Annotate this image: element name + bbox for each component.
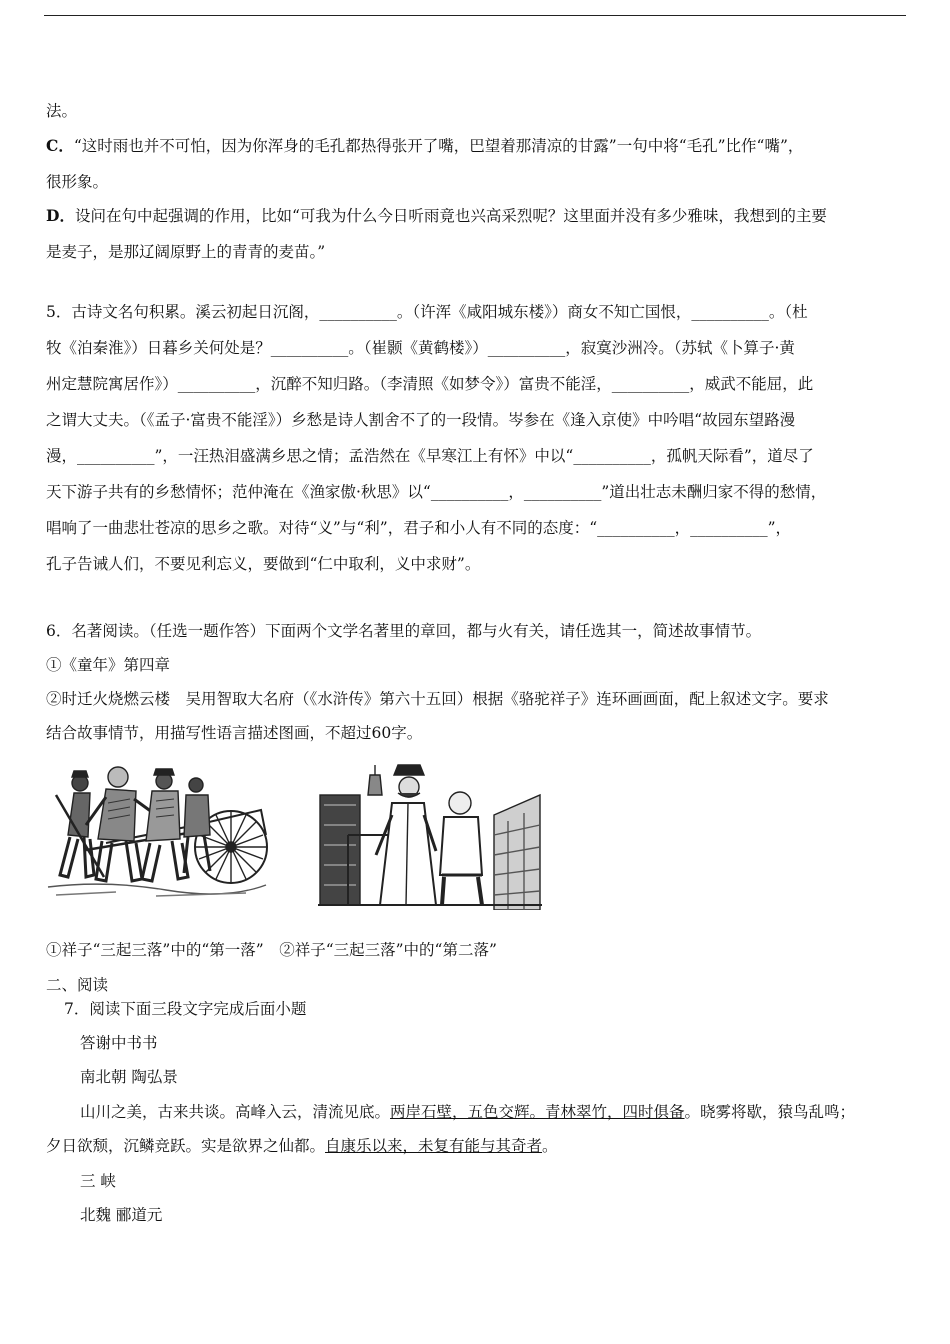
underlined-sentence: 自康乐以来，未复有能与其奇者	[325, 1137, 543, 1155]
question-7-title: 7．阅读下面三段文字完成后面小题	[64, 1000, 307, 1018]
q5-line: 天下游子共有的乡愁情怀；范仲淹在《渔家傲·秋思》以“__________，__________”道出壮志未酬归家不得的愁情，	[46, 483, 827, 501]
passage-1-title: 答谢中书书	[80, 1034, 158, 1052]
option-c-line1: “这时雨也并不可怕，因为你浑身的毛孔都热得张开了嘴，巴望着那清凉的甘露”一句中将“毛孔”比作“嘴”，	[73, 137, 804, 155]
q5-line: 之谓大丈夫。（《孟子·富贵不能淫》）乡愁是诗人割舍不了的一段情。岑参在《逢入京使》中吟唱“故园东望路漫	[46, 411, 796, 429]
option-d-line2: 是麦子，是那辽阔原野上的青青的麦苗。”	[46, 243, 326, 261]
q5-line: 州定慧院寓居作》）__________，沉醉不知归路。（李清照《如梦令》）富贵不能淫，__________，威武不能屈，此	[46, 375, 814, 393]
passage-1-author: 南北朝 陶弘景	[80, 1068, 178, 1086]
header-rule	[44, 15, 906, 16]
option-d-line1: 设问在句中起强调的作用，比如“可我为什么今日听雨竟也兴高采烈呢？这里面并没有多少雅味，我想到的主要	[74, 207, 827, 225]
passage-1-line1	[80, 1094, 940, 1130]
option-d	[46, 198, 908, 270]
option-c-line2: 很形象。	[46, 173, 109, 191]
q6-line: 结合故事情节，用描写性语言描述图画，不超过60字。	[46, 724, 423, 742]
rickshaw-illustration	[46, 755, 268, 900]
passage-text: 。晓雾将歇，猿鸟乱鸣；	[684, 1103, 856, 1121]
question-5	[46, 294, 908, 582]
q6-line: 6．名著阅读。（任选一题作答）下面两个文学名著里的章回，都与火有关，请任选其一，简述故事情节。	[46, 622, 762, 640]
passage-2-author: 北魏 郦道元	[80, 1206, 163, 1224]
passage-text: 。	[542, 1137, 558, 1155]
question-6	[46, 614, 908, 750]
option-c	[46, 128, 908, 200]
previous-option-end: 法。	[46, 102, 78, 120]
option-d-label: D．	[46, 206, 75, 225]
q5-line: 孔子告诫人们，不要见利忘义，要做到“仁中取利，义中求财”。	[46, 555, 481, 573]
underlined-sentence: 两岸石壁，五色交辉。青林翠竹，四时俱备	[390, 1103, 685, 1121]
q5-line: 牧《泊秦淮》）日暮乡关何处是？__________。（崔颢《黄鹤楼》）__________，寂寞沙洲冷。（苏轼《卜算子·黄	[46, 339, 795, 357]
courtyard-illustration	[318, 755, 542, 910]
passage-text: 山川之美，古来共谈。高峰入云，清流见底。	[80, 1103, 391, 1121]
passage-1-line2	[46, 1128, 908, 1164]
passage-text: 夕日欲颓，沉鳞竞跃。实是欲界之仙都。	[46, 1137, 326, 1155]
q5-line: 唱响了一曲悲壮苍凉的思乡之歌。对待“义”与“利”，君子和小人有不同的态度：“__________，__________”，	[46, 519, 792, 537]
q6-line: ②时迁火烧燃云楼 吴用智取大名府（《水浒传》第六十五回）根据《骆驼祥子》连环画画面，配上叙述文字。要求	[46, 690, 829, 708]
q5-line: 5．古诗文名句积累。溪云初起日沉阁，__________。（许浑《咸阳城东楼》）商女不知亡国恨，__________。（杜	[46, 303, 808, 321]
passage-2-title: 三 峡	[80, 1172, 116, 1190]
q5-line: 漫，__________”，一汪热泪盛满乡思之情；孟浩然在《早寒江上有怀》中以“__________，孤帆天际看”，道尽了	[46, 447, 814, 465]
section-2-heading: 二、阅读	[46, 976, 109, 994]
option-c-label: C．	[46, 136, 74, 155]
illustration-caption: ①祥子“三起三落”中的“第一落” ②祥子“三起三落”中的“第二落”	[46, 941, 497, 959]
q6-line: ①《童年》第四章	[46, 656, 171, 674]
